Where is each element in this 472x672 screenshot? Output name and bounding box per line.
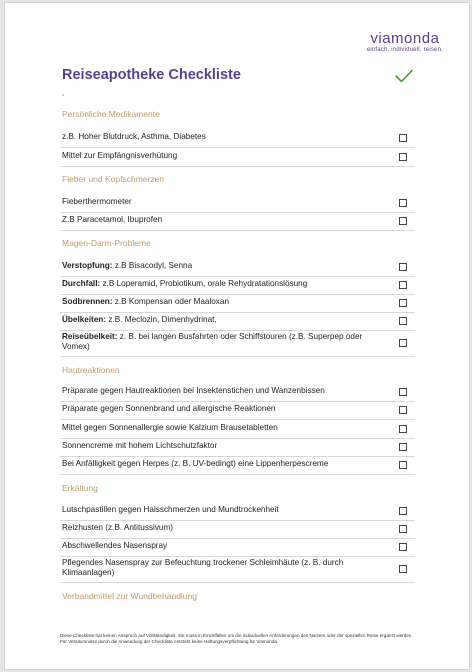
checklist-item-keyword: Reiseübelkeit: [62,331,118,341]
checkbox[interactable] [399,565,407,573]
checklist-item-label: Sonnencreme mit hohem Lichtschutzfaktor [62,440,218,450]
checklist-item-label: Pflegendes Nasenspray zur Befeuchtung trockener Schleimhäute (z. B. durch Klimaanlagen) [62,557,344,577]
checklist-item [60,276,415,295]
checkbox[interactable] [399,199,407,207]
checklist-item-label: Fieberthermometer [62,196,132,206]
checkbox[interactable] [399,461,407,469]
checkmark-icon [395,69,413,83]
checklist-item-label: Mittel zur Empfängnisverhütung [62,150,178,160]
section-heading: Persönliche Medikamente [62,109,160,119]
checklist-item-label: z.B. Hoher Blutdruck, Asthma, Diabetes [62,131,206,141]
checkbox[interactable] [399,443,407,451]
checklist-item-label: Übelkeiten: z.B. Meclozin, Dimenhydrinat, [62,314,217,324]
checklist-item-label: Verstopfung: z.B Bisacodyl, Senna [62,260,193,270]
checklist-item [60,438,415,457]
disclaimer-footer: Diese Checkliste hat keinen Anspruch auf Vollständigkeit. Sie muss in Einzelfällen um die individuellen Anforderungen des Nutzers oder der speziellen Reise ergänzt werden. Für Versäumnisse durch die Anwendung der Checkliste entsteht keine Haftungsverpflichtung für Viamonda. [60,633,413,644]
checklist-item [60,556,415,583]
checklist-item-label: Durchfall: z.B Loperamid, Probiotikum, orale Rehydratationslösung [62,278,308,288]
decorative-dot [62,94,64,96]
page-title: Reiseapotheke Checkliste [62,67,241,83]
checklist-item-label: Z.B Paracetamol, Ibuprofen [62,214,163,224]
checkbox[interactable] [399,339,407,347]
checklist-item-keyword: Sodbrennen: [62,296,113,306]
checklist-item [60,258,415,277]
logo-tagline: einfach. individuell. reisen. [366,47,443,53]
checklist-item [60,502,415,521]
section-heading: Erkältung [62,483,98,493]
checkbox[interactable] [399,525,407,533]
checklist-item-label: Präparate gegen Sonnenbrand und allergische Reaktionen [62,403,276,413]
checkbox[interactable] [399,507,407,515]
checklist-item [60,420,415,439]
checkbox[interactable] [399,263,407,271]
checklist-item-label: Lutschpastillen gegen Halsschmerzen und Mundtrockenheit [62,504,279,514]
checkbox[interactable] [399,153,407,161]
checklist-item-keyword: Verstopfung: [62,260,113,270]
checklist-item-label: Reiseübelkeit: z. B. bei langen Busfahrten oder Schiffstouren (z.B. Superpep oder Vomex) [62,331,363,351]
checkbox[interactable] [399,134,407,142]
checklist-item [60,520,415,539]
checklist-item [60,401,415,420]
checklist-item [60,148,415,167]
section-heading: Magen-Darm-Probleme [62,238,151,248]
logo-wordmark: viamonda [370,30,440,47]
checkbox[interactable] [399,281,407,289]
checklist-item-label: Mittel gegen Sonnenallergie sowie Kalzium Brausetabletten [62,422,278,432]
checkbox[interactable] [399,217,407,225]
checklist-item [60,330,415,357]
checkbox[interactable] [399,317,407,325]
section-heading: Verbandmittel zur Wundbehandlung [62,591,197,601]
checklist-item-label: Reizhusten (z.B. Antitussivum) [62,522,174,532]
checklist-item-keyword: Übelkeiten: [62,314,107,324]
checkbox[interactable] [399,388,407,396]
checklist-page [4,2,470,670]
checklist-item-keyword: Durchfall: [62,278,101,288]
checkbox[interactable] [399,299,407,307]
checkbox[interactable] [399,543,407,551]
section-heading: Fieber und Kopfschmerzen [62,174,165,184]
checkbox[interactable] [399,406,407,414]
checklist-item [60,212,415,231]
checklist-item [60,383,415,402]
checklist-item [60,294,415,313]
checklist-item [60,456,415,475]
checklist-item-label: Abschwellendes Nasenspray [62,540,168,550]
viamonda-logo [367,31,443,54]
checklist-item [60,538,415,557]
checklist-item-label: Sodbrennen: z.B Kompensan oder Maaloxan [62,296,230,306]
checklist-item [60,194,415,213]
section-heading: Hautreaktionen [62,365,120,375]
checklist-item [60,129,415,148]
checkbox[interactable] [399,425,407,433]
checklist-item [60,312,415,331]
checklist-item-label: Bei Anfälligkeit gegen Herpes (z. B. UV-bedingt) eine Lippenherpescreme [62,458,329,468]
checklist-item-label: Präparate gegen Hautreaktionen bei Insektenstichen und Wanzenbissen [62,385,325,395]
